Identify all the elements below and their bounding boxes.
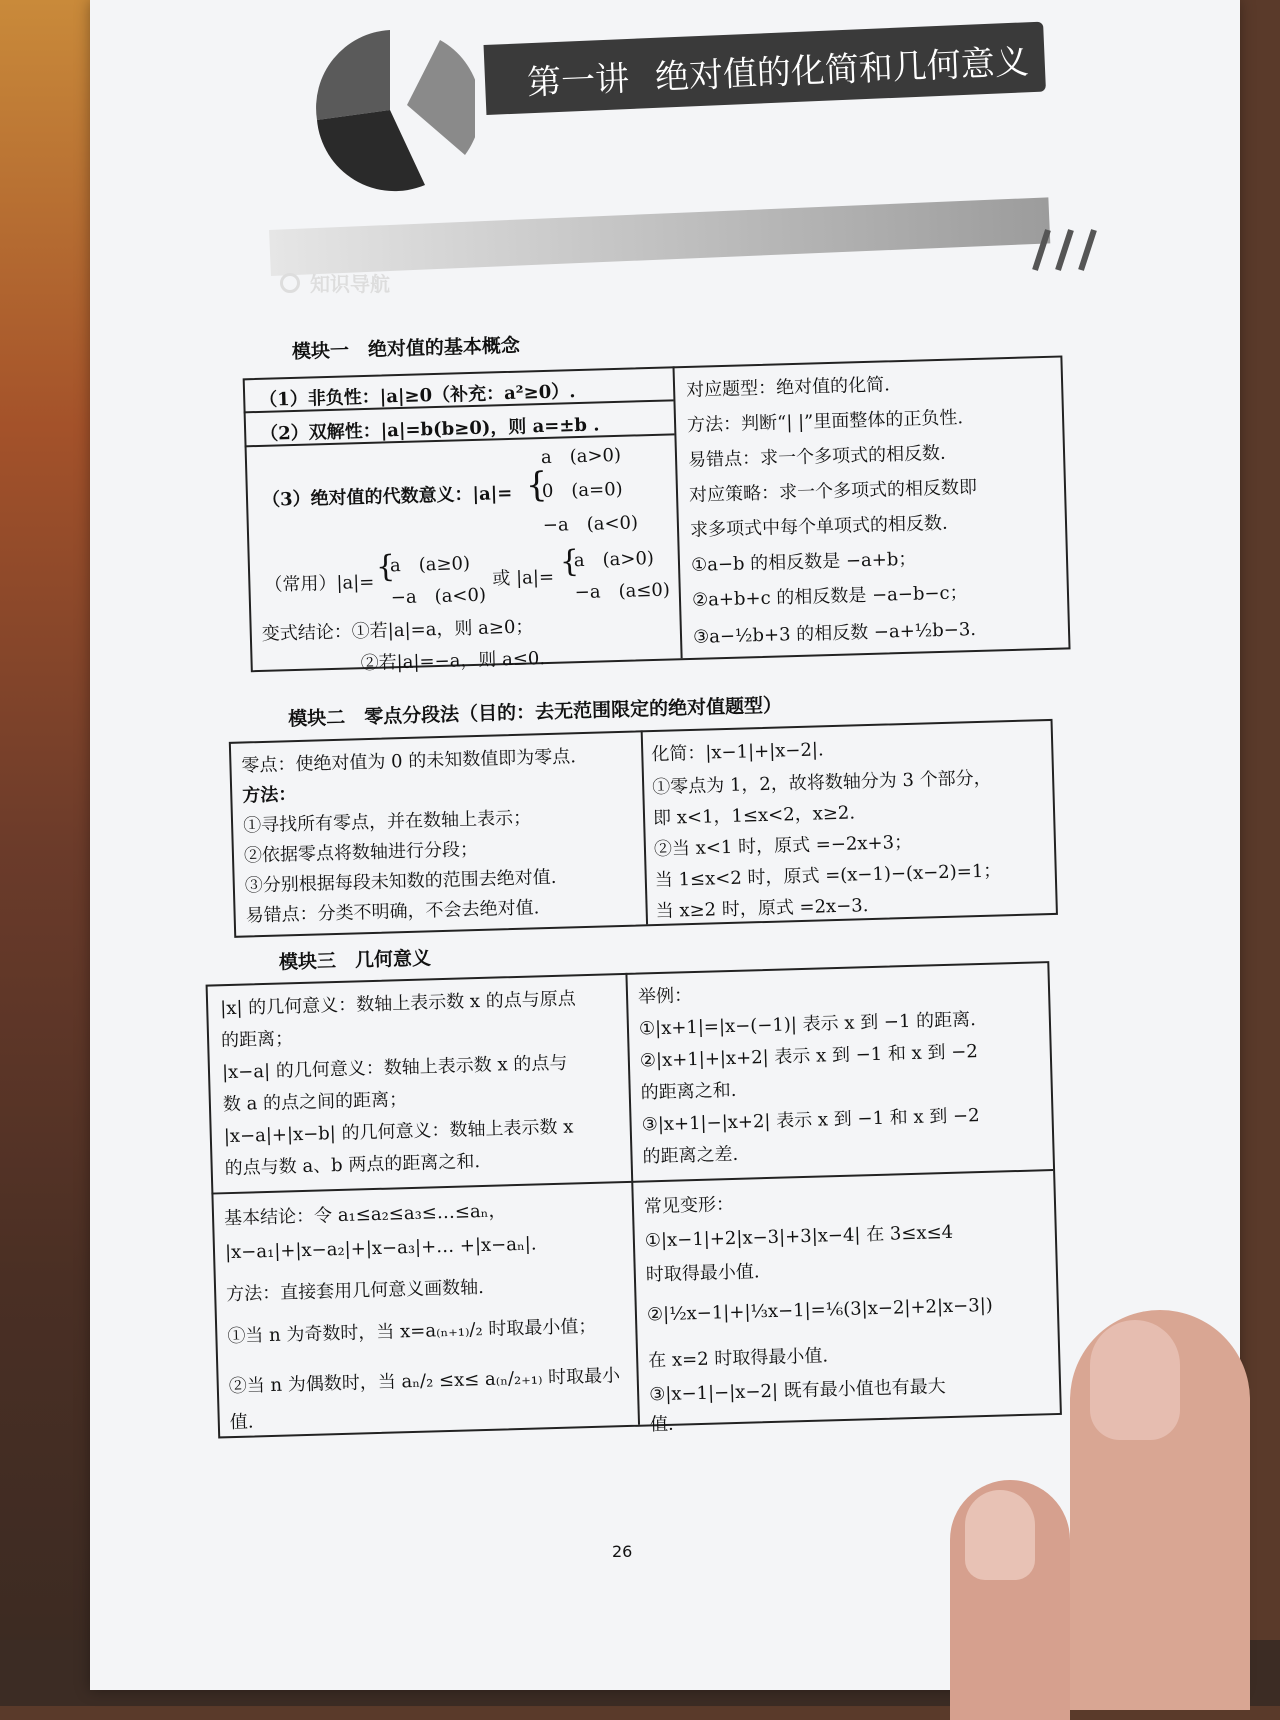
m2-left-0: 零点：使绝对值为 0 的未知数值即为零点.: [241, 746, 577, 777]
m2-left-1: 方法：: [242, 784, 297, 807]
m3-tl-1: 的距离；: [220, 1028, 294, 1052]
m2-right-3: ②当 x<1 时，原式 =−2x+3；: [653, 831, 913, 861]
fingernail: [1090, 1320, 1180, 1440]
variant-2: ②若|a|=−a，则 a≤0.: [360, 648, 546, 675]
nav-label: 知识导航: [310, 272, 390, 296]
m3-tl-2: |x−a| 的几何意义：数轴上表示数 x 的点与: [221, 1052, 568, 1084]
m1-right-2: 易错点：求一个多项式的相反数.: [687, 442, 947, 471]
m3-tr-2: ②|x+1|+|x+2| 表示 x 到 −1 和 x 到 −2: [639, 1041, 979, 1072]
common-b1: a (a>0): [573, 547, 655, 572]
module3-heading: 模块三 几何意义: [278, 947, 432, 974]
m2-right-5: 当 x≥2 时，原式 =2x−3.: [655, 895, 869, 923]
m3-br-2: 时取得最小值.: [645, 1261, 760, 1286]
m1-right-7: ③a−½b+3 的相反数 −a+½b−3.: [692, 618, 977, 648]
m2-left-2: ①寻找所有零点，并在数轴上表示；: [242, 807, 532, 837]
m2-right-0: 化简：|x−1|+|x−2|.: [651, 739, 824, 766]
m1-right-3: 对应策略：求一个多项式的相反数即: [688, 476, 978, 506]
m3-tr-3: 的距离之和.: [640, 1079, 737, 1104]
m3-tr-0: 举例：: [637, 985, 693, 1008]
lecture-title: 绝对值的化简和几何意义: [654, 42, 1030, 98]
page-number: 26: [612, 1542, 633, 1561]
common-b2: −a (a≤0): [574, 579, 671, 604]
r3-case3: −a (a<0): [542, 512, 639, 537]
variant-1: 变式结论：①若|a|=a，则 a≥0；: [261, 616, 534, 645]
m1-right-6: ②a+b+c 的相反数是 −a−b−c；: [691, 582, 968, 611]
m1-right-0: 对应题型：绝对值的化简.: [685, 374, 891, 401]
module1-heading: 模块一 绝对值的基本概念: [291, 334, 521, 363]
m3-br-4: 在 x=2 时取得最小值.: [647, 1345, 829, 1372]
m3-bl-4: ②当 n 为偶数时，当 aₙ/₂ ≤x≤ a₍ₙ/₂₊₁₎ 时取最小: [228, 1365, 621, 1398]
module1-row2: （2）双解性：|a|=b(b≥0)，则 a=±b .: [259, 414, 600, 445]
module1-row1: （1）非负性：|a|≥0（补充：a²≥0）.: [258, 381, 576, 411]
common-or: 或 |a|=: [492, 566, 555, 590]
m2-left-4: ③分别根据每段未知数的范围去绝对值.: [244, 866, 557, 897]
r3-case1: a (a>0): [540, 444, 622, 469]
m3-tl-0: |x| 的几何意义：数轴上表示数 x 的点与原点: [219, 988, 577, 1020]
m3-bl-3: ①当 n 为奇数时，当 x=a₍ₙ₊₁₎/₂ 时取最小值；: [227, 1315, 597, 1348]
m3-tr-1: ①|x+1|=|x−(−1)| 表示 x 到 −1 的距离.: [638, 1009, 977, 1040]
m3-br-1: ①|x−1|+2|x−3|+3|x−4| 在 3≤x≤4: [644, 1221, 954, 1252]
m3-tl-4: |x−a|+|x−b| 的几何意义：数轴上表示数 x: [223, 1116, 574, 1148]
m3-tl-5: 的点与数 a、b 两点的距离之和.: [224, 1151, 481, 1180]
m3-bl-0: 基本结论：令 a₁≤a₂≤a₃≤…≤aₙ，: [223, 1200, 507, 1230]
m2-left-5: 易错点：分类不明确，不会去绝对值.: [245, 897, 540, 927]
lecture-number: 第一讲: [526, 58, 630, 104]
common-a1: a (a≥0): [389, 553, 471, 577]
m2-left-3: ②依据零点将数轴进行分段；: [243, 838, 479, 867]
module1-row3: （3）绝对值的代数意义：|a|=: [261, 482, 513, 511]
m3-tr-4: ③|x+1|−|x+2| 表示 x 到 −1 和 x 到 −2: [641, 1105, 980, 1136]
r3-case2: 0 (a=0): [541, 478, 623, 503]
m3-br-0: 常见变形：: [643, 1193, 735, 1218]
m1-right-4: 求多项式中每个单项式的相反数.: [689, 512, 949, 541]
m3-br-5: ③|x−1|−|x−2| 既有最小值也有最大: [648, 1376, 946, 1406]
m3-tl-3: 数 a 的点之间的距离；: [222, 1089, 408, 1116]
m3-bl-1: |x−a₁|+|x−a₂|+|x−a₃|+… +|x−aₙ|.: [224, 1233, 537, 1264]
m2-right-2: 即 x<1，1≤x<2，x≥2.: [652, 802, 856, 830]
m3-bl-5: 值.: [229, 1411, 254, 1434]
module2-heading: 模块二 零点分段法（目的：去无范围限定的绝对值题型）: [287, 694, 783, 731]
m2-right-1: ①零点为 1，2，故将数轴分为 3 个部分，: [651, 767, 992, 799]
module1-group: 模块一 绝对值的基本概念 （1）非负性：|a|≥0（补充：a²≥0）. （2）双解性：|a|=b(b≥0)，则 a=±b . （3）绝对值的代数意义：|a|= { a (a>0) 0 (a=0) −a (a<0) （常用）|a|= { a (a≥0) −a (a<0) 或 |a|= { a (a>0) −a (a≤0) 变式结论：①若|a|=a，则 a≥0； ②若|a|=−a，则 a≤0. 对应题型：绝对值的化简. 方法：判断“| |”里面整体的正负性. 易错点：求一个多项式的相反数. 对应策略：求一个多项式的相反数即 求多项式中每个单项式的相反数. ①a−b 的相反数是 −a+b； ②a+b+c 的相反数是 −a−b−c； ③a−½b+3 的相反数 −a+½b−3. 模块二 零点分段法（目的：去无范围限定的绝对值题型） 零点：使绝对值为 0 的未知数值即为零点. 方法： ①寻找所有零点，并在数轴上表示； ②依据零点将数轴进行分段； ③分别根据每段未知数的范围去绝对值. 易错点：分类不明确，不会去绝对值. 化简：|x−1|+|x−2|. ①零点为 1，2，故将数轴分为 3 个部分， 即 x<1，1≤x<2，x≥2. ②当 x<1 时，原式 =−2x+3； 当 1≤x<2 时，原式 =(x−1)−(x−2)=1； 当 x≥2 时，原式 =2x−3. 模块三 几何意义 |x| 的几何意义：数轴上表示数 x 的点与原点 的距离； |x−a| 的几何意义：数轴上表示数 x 的点与 数 a 的点之间的距离； |x−a|+|x−b| 的几何意义：数轴上表示数 x 的点与数 a、b 两点的距离之和. 举例： ①|x+1|=|x−(−1)| 表示 x 到 −1 的距离. ②|x+1|+|x+2| 表示 x 到 −1 和 x 到 −2 的距离之和. ③|x+1|−|x+2| 表示 x 到 −1 和 x 到 −2 的距离之差. 基本结论：令 a₁≤a₂≤a₃≤…≤aₙ， |x−a₁|+|x−a₂|+|x−a₃|+… +|x−aₙ|. 方法：直接套用几何意义画数轴. ①当 n 为奇数时，当 x=a₍ₙ₊₁₎/₂ 时取最小值； ②当 n 为偶数时，当 aₙ/₂ ≤x≤ a₍ₙ/₂₊₁₎ 时取最小 值. 常见变形： ①|x−1|+2|x−3|+3|x−4| 在 3≤x≤4 时取得最小值. ②|½x−1|+|⅓x−1|=⅙(3|x−2|+2|x−3|) 在 x=2 时取得最小值. ③|x−1|−|x−2| 既有最小值也有最大 值.: [0, 0, 1280, 1705]
m1-right-1: 方法：判断“| |”里面整体的正负性.: [686, 407, 964, 436]
m3-br-6: 值.: [649, 1413, 675, 1436]
fingernail: [965, 1490, 1035, 1580]
m3-br-3: ②|½x−1|+|⅓x−1|=⅙(3|x−2|+2|x−3|): [646, 1294, 994, 1326]
m2-right-4: 当 1≤x<2 时，原式 =(x−1)−(x−2)=1；: [654, 860, 1002, 892]
common-label: （常用）|a|=: [264, 571, 375, 596]
common-a2: −a (a<0): [390, 584, 487, 609]
m3-bl-2: 方法：直接套用几何意义画数轴.: [225, 1276, 485, 1306]
m3-tr-5: 的距离之差.: [642, 1143, 739, 1168]
m1-right-5: ①a−b 的相反数是 −a+b；: [690, 548, 917, 576]
